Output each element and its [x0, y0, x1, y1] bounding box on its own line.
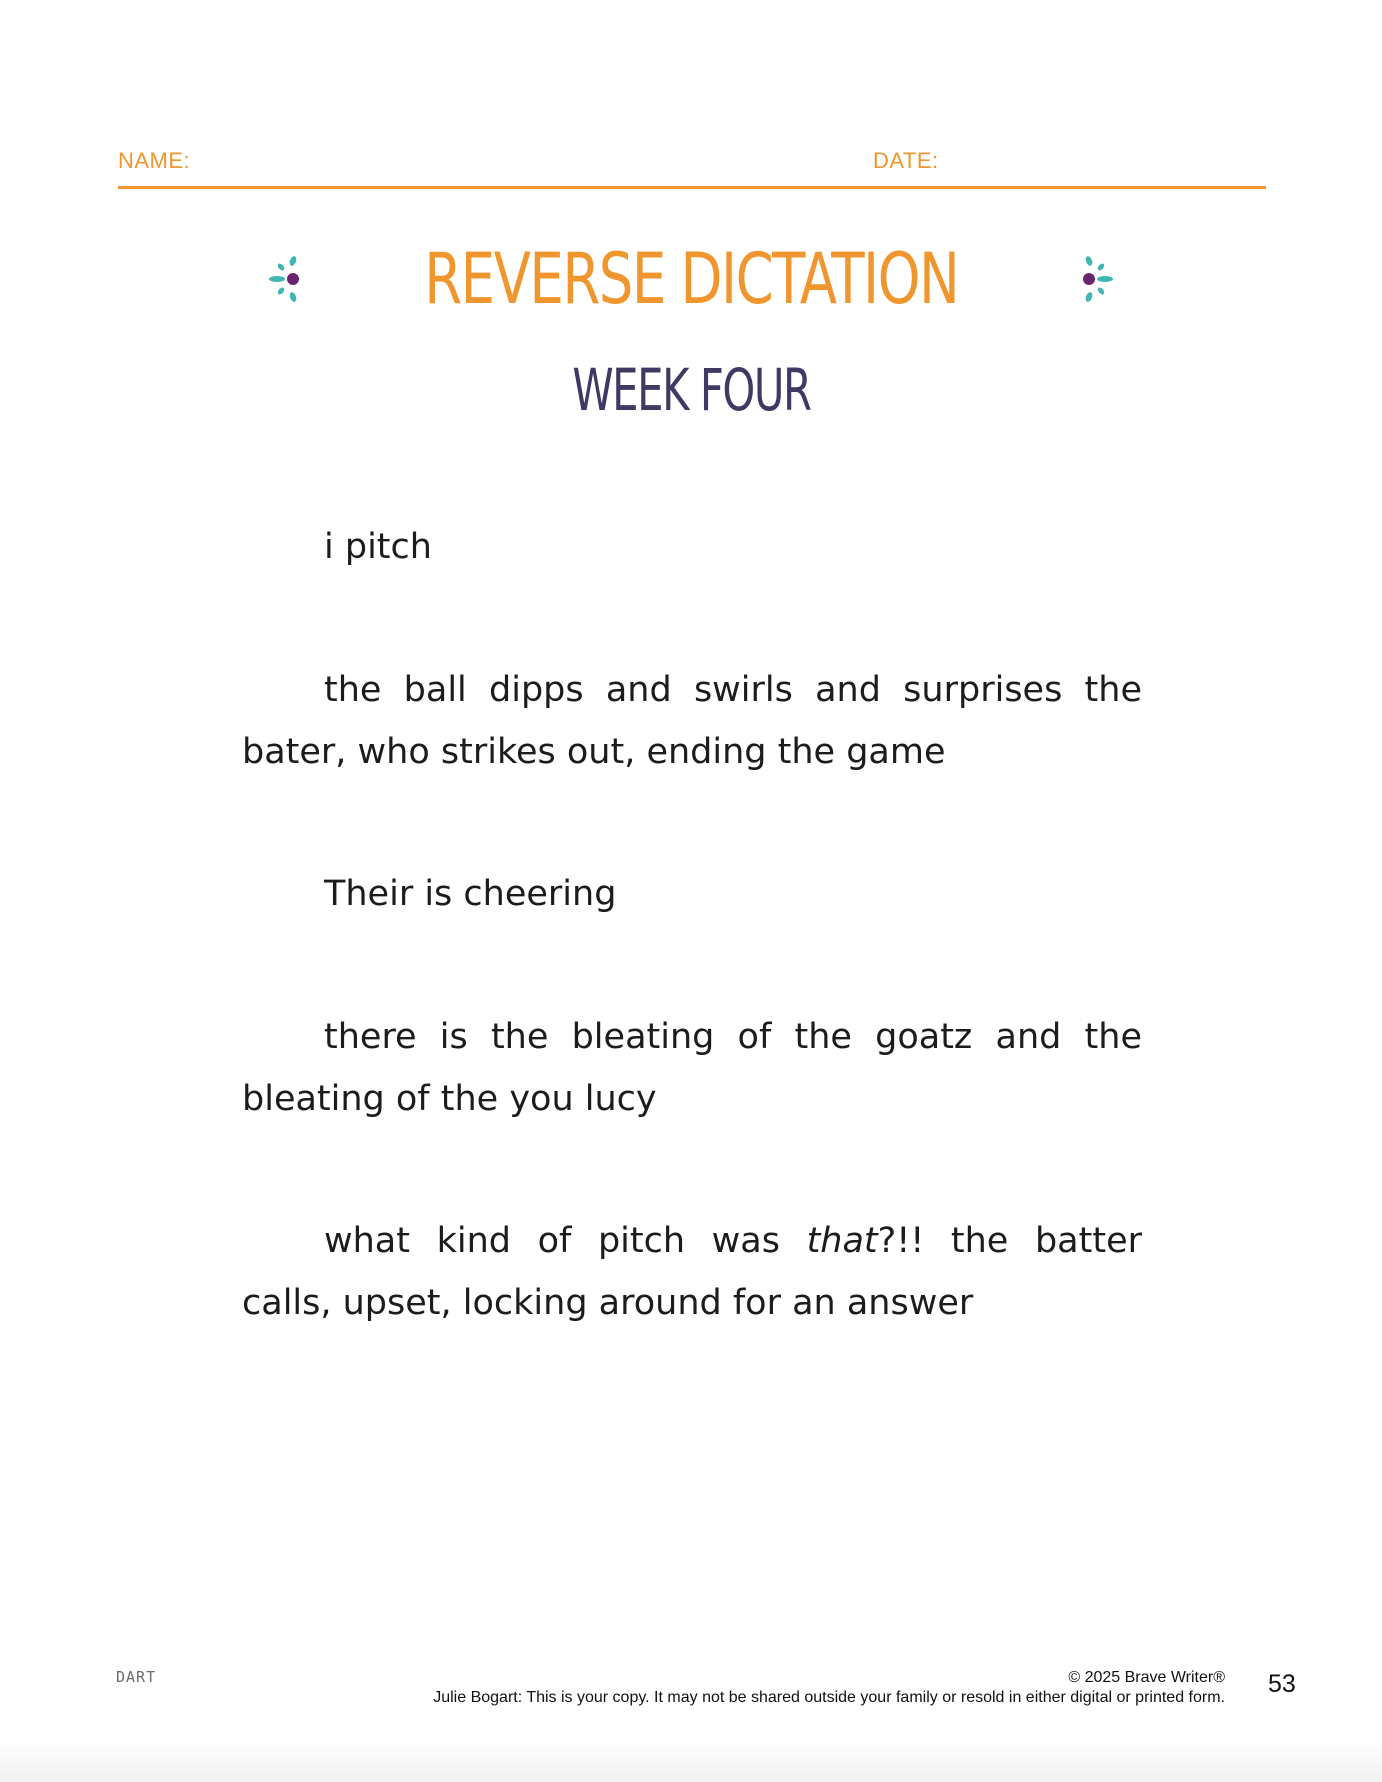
paragraph-text: there is the bleating of the goatz and the [324, 1017, 1142, 1057]
paragraph-text: the ball dipps and swirls and surprises the [324, 670, 1142, 710]
page-title: REVERSE DICTATION [424, 238, 958, 320]
footer-copyright [433, 1668, 1225, 1708]
date-label: DATE: [873, 148, 939, 173]
paragraph-3 [242, 863, 1142, 925]
flower-icon [1059, 249, 1119, 309]
paragraph-2 [242, 659, 1142, 783]
emphasis-text: that [806, 1221, 878, 1261]
name-label: NAME: [118, 148, 191, 173]
footer-tag: DART [116, 1668, 157, 1686]
paragraph-text: Their is cheering [324, 874, 617, 914]
page-number: 53 [1268, 1670, 1296, 1698]
paragraph-text: what kind of pitch was [324, 1221, 807, 1261]
paragraph-text: i pitch [324, 527, 432, 567]
paragraph-text: calls, upset, locking around for an answer [242, 1283, 974, 1323]
paragraph-text: bater, who strikes out, ending the game [242, 732, 946, 772]
bottom-shade [0, 1740, 1382, 1782]
page-subtitle [0, 356, 1382, 424]
title-row [0, 238, 1382, 348]
license-notice: Julie Bogart: This is your copy. It may not be shared outside your family or resold in either digital or printed form. [433, 1689, 1225, 1706]
paragraph-4 [242, 1006, 1142, 1130]
subtitle-text: WEEK FOUR [571, 356, 811, 424]
paragraph-text: bleating of the you lucy [242, 1079, 657, 1119]
paragraph-text: ?!! the batter [877, 1221, 1142, 1261]
name-date-header [118, 144, 1266, 189]
flower-icon [263, 249, 323, 309]
copyright-line: © 2025 Brave Writer® [1068, 1669, 1225, 1686]
paragraph-5 [242, 1210, 1142, 1334]
paragraph-1 [242, 516, 1142, 578]
